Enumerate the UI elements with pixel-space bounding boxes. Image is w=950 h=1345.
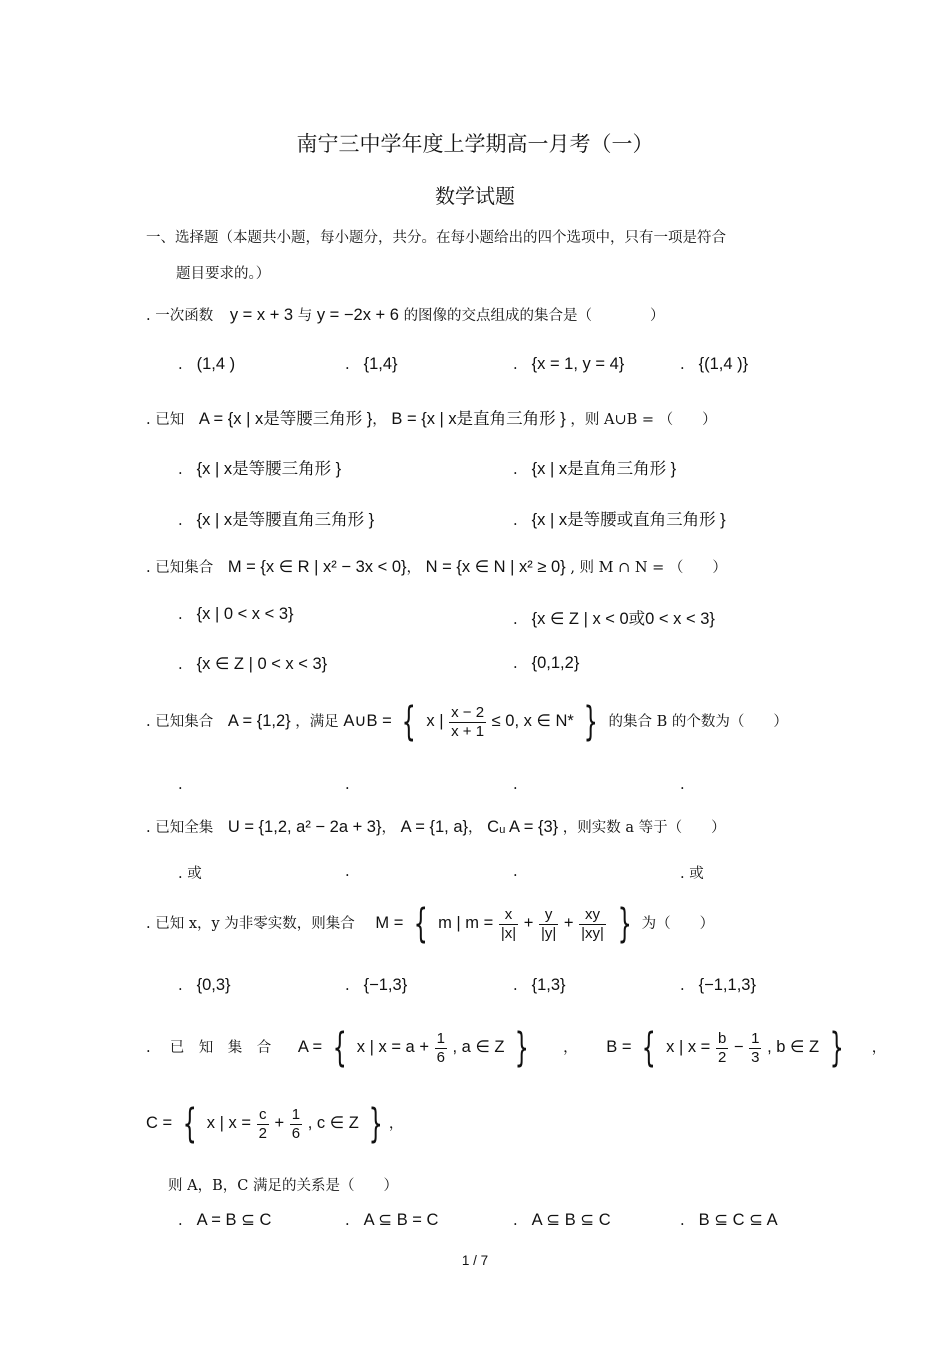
section-heading-cont: 题目要求的。） — [176, 266, 271, 282]
q2-option-a[interactable]: . {x | x是等腰三角形 } — [178, 460, 342, 478]
section-heading: 一、选择题（本题共小题，每小题分，共分。在每小题给出的四个选项中，只有一项是符合 — [146, 230, 726, 246]
right-brace-icon: } — [829, 1025, 844, 1071]
q6-set-m: M = — [375, 914, 404, 932]
q1-function-2: y = −2x + 6 — [316, 306, 399, 324]
q1-prefix: . 一次函数 — [146, 308, 214, 324]
q4-prefix: . 已知集合 — [146, 714, 214, 730]
q7-set-a: A = — [297, 1038, 327, 1056]
q6-option-d[interactable]: . {−1,1,3} — [680, 976, 756, 994]
q2-option-c[interactable]: . {x | x是等腰直角三角形 } — [178, 511, 375, 529]
page-title: 南宁三中学年度上学期高一月考（一） — [296, 132, 654, 156]
left-brace-icon: { — [332, 1025, 347, 1071]
q7-prefix: . 已 知 集 合 — [146, 1040, 272, 1056]
q7-set-c: C = — [146, 1114, 177, 1132]
question-2: . 已知 A = {x | x是等腰三角形 }， B = {x | x是直角三角形 } ，则 A∪B = （ ） — [146, 410, 717, 428]
q7-option-b[interactable]: . A ⊆ B = C — [345, 1211, 439, 1229]
q6-option-c[interactable]: . {1,3} — [513, 976, 566, 994]
q4-option-a[interactable]: . — [178, 777, 183, 793]
q4-option-b[interactable]: . — [345, 777, 350, 793]
left-brace-icon: { — [413, 901, 428, 947]
q3-option-c[interactable]: . {x ∈ Z | 0 < x < 3} — [178, 655, 328, 673]
right-brace-icon: } — [514, 1025, 529, 1071]
q4-option-c[interactable]: . — [513, 777, 518, 793]
right-brace-icon: } — [584, 699, 599, 745]
q7-fraction-a: $\frac{1}{6}$ — [436, 1030, 445, 1066]
q4-question: 的集合 B 的个数为（ ） — [608, 714, 788, 730]
q7-question: 则 A，B，C 满足的关系是（ ） — [168, 1178, 398, 1194]
q5-option-b[interactable]: . — [345, 864, 350, 880]
q6-prefix: . 已知 x，y 为非零实数，则集合 — [146, 916, 355, 932]
q1-question: 的图像的交点组成的集合是（ ） — [403, 308, 665, 324]
q3-option-d[interactable]: . {0,1,2} — [513, 654, 580, 672]
q1-option-a[interactable]: . (1,4 ) — [178, 355, 236, 373]
q5-prefix: . 已知全集 — [146, 820, 214, 836]
page-number: 1 / 7 — [461, 1253, 489, 1268]
q7-option-a[interactable]: . A = B ⊆ C — [178, 1211, 272, 1229]
q5-question: ，则实数 a 等于（ ） — [562, 820, 726, 836]
q7-fraction-b: $\frac{b}{2}$ — [717, 1030, 727, 1066]
q2-set-b: B = {x | x是直角三角形 } — [391, 410, 566, 428]
q6-fraction-2: $\frac{y}{|y|}$ — [541, 906, 557, 942]
q2-prefix: . 已知 — [146, 412, 185, 428]
left-brace-icon: { — [182, 1101, 197, 1147]
left-brace-icon: { — [641, 1025, 656, 1071]
q6-fraction-3: $\frac{xy}{|xy|}$ — [581, 906, 604, 942]
q5-set-a: A = {1, a} — [400, 818, 469, 836]
q4-option-d[interactable]: . — [680, 777, 685, 793]
q1-option-b[interactable]: . {1,4} — [345, 355, 398, 373]
question-5: . 已知全集 U = {1,2, a² − 2a + 3}， A = {1, a}， Cᵤ A = {3} ，则实数 a 等于（ ） — [146, 818, 726, 836]
q7-fraction-b2: $\frac{1}{3}$ — [751, 1030, 760, 1066]
page-subtitle: 数学试题 — [435, 184, 515, 208]
question-4: . 已知集合 A = {1,2} ，满足 A∪B = { x | $\frac{x - 2}{x + 1}$ ≤ 0, x ∈ N* } 的集合 B 的个数为（ ） — [146, 699, 788, 745]
q4-fraction: $\frac{x - 2}{x + 1}$ — [451, 704, 485, 740]
left-brace-icon: { — [402, 699, 417, 745]
q5-option-c[interactable]: . — [513, 864, 518, 880]
q3-set-m: M = {x ∈ R | x² − 3x < 0} — [227, 558, 407, 576]
q5-option-a[interactable]: . 或 — [178, 866, 202, 882]
q7-fraction-c2: $\frac{1}{6}$ — [291, 1106, 301, 1142]
q6-option-b[interactable]: . {−1,3} — [345, 976, 408, 994]
q5-option-d[interactable]: . 或 — [680, 866, 704, 882]
question-1 — [146, 304, 665, 325]
q2-question: ，则 A∪B = （ ） — [570, 412, 717, 428]
q2-option-b[interactable]: . {x | x是直角三角形 } — [513, 460, 677, 478]
q2-set-a: A = {x | x是等腰三角形 } — [198, 410, 373, 428]
q4-set-a: A = {1,2} — [227, 712, 291, 730]
q6-fraction-1: $\frac{x}{|x|}$ — [500, 906, 517, 942]
q7-fraction-c: $\frac{c}{2}$ — [258, 1106, 267, 1142]
q6-option-a[interactable]: . {0,3} — [178, 976, 231, 994]
q5-set-u: U = {1,2, a² − 2a + 3} — [227, 818, 382, 836]
q1-option-d[interactable]: . {(1,4 )} — [680, 355, 749, 373]
q3-option-b[interactable]: . {x ∈ Z | x < 0或0 < x < 3} — [513, 610, 715, 628]
q5-complement: Cᵤ A = {3} — [487, 818, 559, 836]
question-6: . 已知 x，y 为非零实数，则集合 M = { m | m = $\frac{x}{|x|}$ + $\frac{y}{|y|}$ + $\frac{xy}{|xy|}$ } 为（ ） — [146, 901, 715, 947]
question-3: . 已知集合 M = {x ∈ R | x² − 3x < 0}， N = {x ∈ N | x² ≥ 0} , 则 M ∩ N = （ ） — [146, 558, 727, 576]
q7-option-d[interactable]: . B ⊆ C ⊆ A — [680, 1211, 778, 1229]
q1-option-c[interactable]: . {x = 1, y = 4} — [513, 355, 625, 373]
q6-question: 为（ ） — [641, 916, 715, 932]
q4-union: A∪B = — [343, 712, 392, 730]
q3-question: , 则 M ∩ N = （ ） — [570, 560, 727, 576]
right-brace-icon: } — [617, 901, 632, 947]
q7-set-b: B = — [606, 1038, 637, 1056]
q3-option-a[interactable]: . {x | 0 < x < 3} — [178, 605, 294, 623]
q2-option-d[interactable]: . {x | x是等腰或直角三角形 } — [513, 511, 726, 529]
question-7-set-c: C = { x | x = $\frac{c}{2}$ + $\frac{1}{6}$ , c ∈ Z } ， — [146, 1101, 404, 1147]
question-7: . 已 知 集 合 A = { x | x = a + $\frac{1}{6}$ , a ∈ Z } ， B = { x | x = $\frac{b}{2}$ − $\frac{1}{3}$ , b ∈ Z } ， — [146, 1025, 887, 1071]
right-brace-icon: } — [369, 1101, 384, 1147]
q1-connector: 与 — [297, 308, 313, 324]
q1-function-1: y = x + 3 — [229, 306, 294, 324]
q3-set-n: N = {x ∈ N | x² ≥ 0} — [425, 558, 566, 576]
q7-option-c[interactable]: . A ⊆ B ⊆ C — [513, 1211, 611, 1229]
q3-prefix: . 已知集合 — [146, 560, 214, 576]
